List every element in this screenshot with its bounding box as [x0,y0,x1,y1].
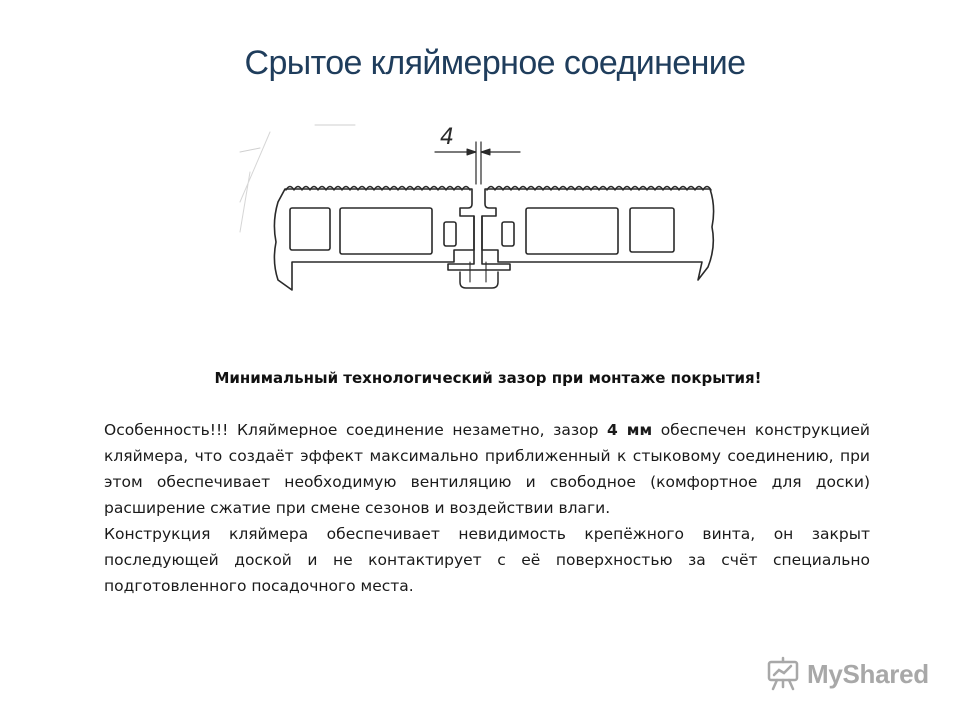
paragraph-clip-design: Конструкция кляймера обеспечивает невидимость крепёжного винта, он закрыт последующей доской и не контактирует с её поверхностью за счёт специально подготовленного посадочного места. [104,525,870,595]
body-text [104,417,870,599]
paragraph-features [104,417,870,521]
paragraph-features-end: обеспечен конструкцией кляймера, что создаёт эффект максимально приближенный к стыковому соединению, при этом обеспечивает необходимую вентиляцию и свободное (комфортное для доски) расширение сжатие при смене сезонов и воздействии влаги. [104,421,870,517]
clip-joint-diagram [230,112,730,322]
gap-value: 4 мм [606,421,653,439]
logo-text: MyShared [807,658,929,689]
gap-dimension-label: 4 [440,125,454,150]
page-title: Срытое кляймерное соединение [244,44,746,82]
presentation-board-icon [765,656,801,692]
myshared-logo [765,654,929,694]
paragraph-features-start: Особенность!!! Кляймерное соединение незаметно, зазор [104,421,607,439]
subtitle: Минимальный технологический зазор при монтаже покрытия! [214,369,762,387]
